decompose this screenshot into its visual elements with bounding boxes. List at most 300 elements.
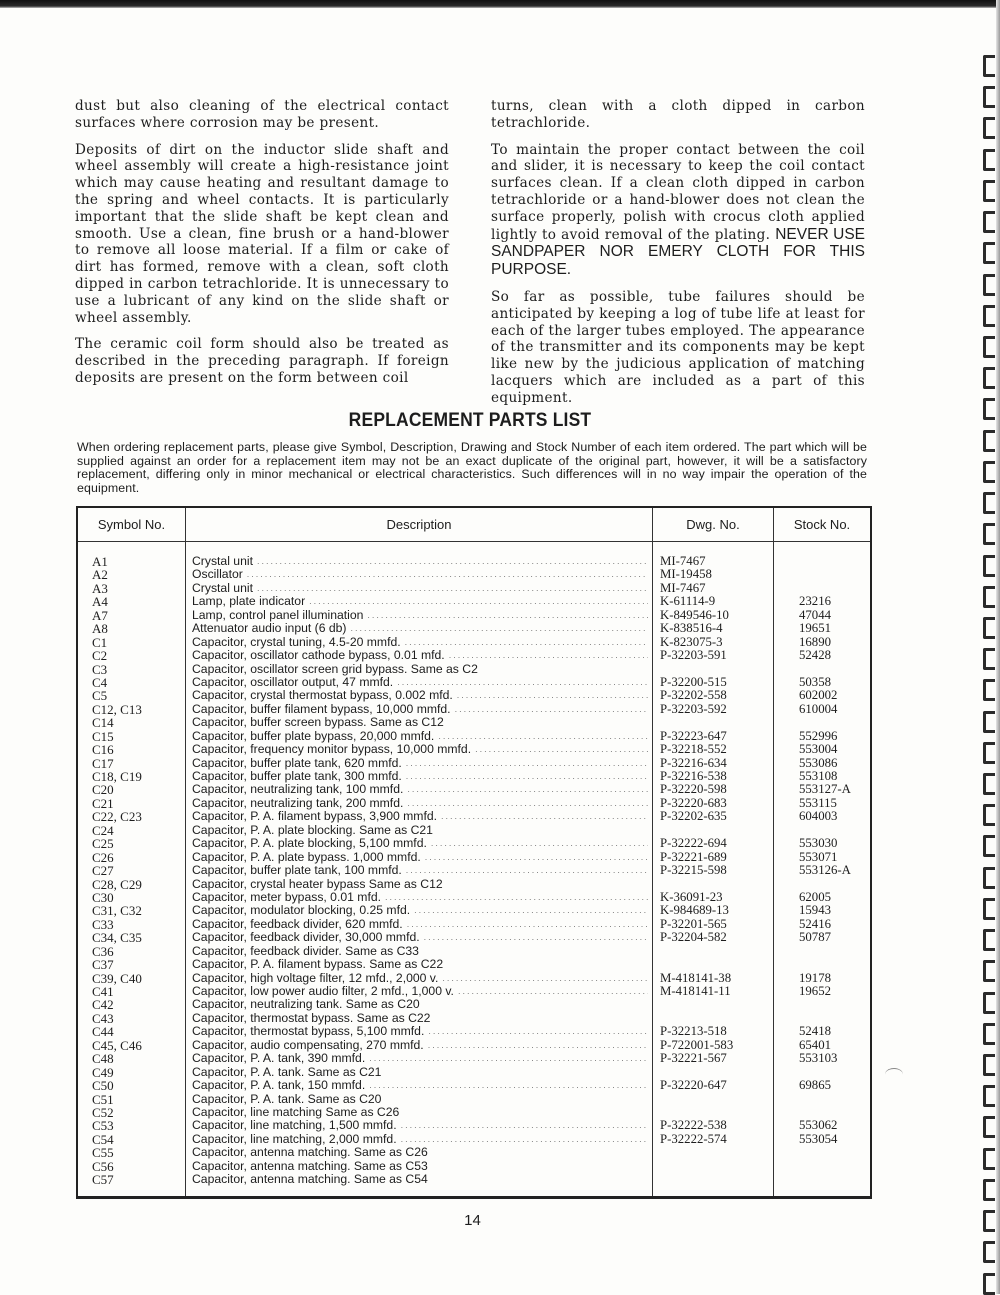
stock-cell (774, 958, 870, 971)
page-number: 14 (464, 1212, 481, 1229)
dwg-column (653, 508, 774, 1196)
symbol-cell: C37 (92, 958, 114, 972)
symbol-cell: C52 (92, 1105, 114, 1120)
stock-cell: 52428 (799, 649, 831, 663)
leader-dots (397, 1133, 648, 1146)
symbol-cell: C22, C23 (92, 810, 142, 824)
symbol-cell: C20 (92, 783, 114, 797)
binding-ring-icon (983, 992, 995, 1014)
description-cell (186, 609, 652, 622)
dwg-cell (653, 945, 773, 958)
description-text: Capacitor, P. A. plate bypass. 1,000 mmfd. (192, 850, 421, 864)
binding-ring-icon (983, 586, 995, 608)
description-text: Capacitor, P. A. plate blocking. Same as C21 (192, 823, 433, 837)
binding-ring-icon (983, 804, 995, 826)
description-header: Description (186, 508, 652, 542)
binding-ring-icon (983, 492, 995, 514)
description-text: Capacitor, P. A. tank, 150 mmfd. (192, 1079, 366, 1093)
paragraph-slide-shaft: Deposits of dirt on the inductor slide shaft and wheel assembly will create a high-resistance joint which may cause heating and resultant damage to the spring and wheel contacts. It is particularly important that the slide shaft be kept clean and smooth. Use a clean, fine brush or a hand-blower to remove all loose material. If a film or cake of dirt has formed, remove with a clean, soft cloth dipped in carbon tetrachloride. It is unnecessary to use a lubricant of any kind on the slide shaft or wheel assembly. (75, 141, 449, 326)
binding-ring-icon (983, 336, 995, 358)
symbol-cell: C54 (92, 1132, 114, 1147)
dwg-cell (653, 663, 773, 676)
leader-dots (437, 810, 648, 823)
description-cell (186, 1012, 652, 1025)
stock-cell: 50358 (799, 675, 831, 689)
dwg-cell (653, 716, 773, 729)
description-text: Capacitor, feedback divider, 620 mmfd. (192, 917, 403, 931)
description-text: Capacitor, low power audio filter, 2 mfd., 1,000 v. (192, 985, 454, 998)
description-text: Capacitor, neutralizing tank. Same as C20 (192, 998, 420, 1012)
symbol-cell: A3 (92, 581, 108, 596)
symbol-cell: C33 (92, 917, 114, 932)
symbol-cell: C16 (92, 743, 114, 757)
description-text: Oscillator (192, 568, 243, 582)
description-text: Capacitor, modulator blocking, 0.25 mfd. (192, 904, 411, 918)
description-cell (186, 649, 652, 662)
description-text: Capacitor, P. A. tank. Same as C21 (192, 1065, 382, 1079)
dwg-cell: K-36091-23 (660, 890, 723, 904)
leader-dots (420, 931, 648, 944)
dwg-cell (653, 958, 773, 971)
description-text: Attenuator audio input (6 db) (192, 622, 347, 636)
dwg-cell: P-32200-515 (660, 675, 727, 689)
stock-cell (774, 1012, 870, 1025)
stock-cell: 65401 (799, 1038, 831, 1052)
leader-dots (410, 904, 648, 917)
description-cell (186, 958, 652, 971)
binding-ring-icon (983, 461, 995, 483)
dwg-cell: P-32222-538 (660, 1119, 727, 1133)
dwg-cell (653, 878, 773, 891)
leader-dots (471, 743, 648, 756)
description-cell (186, 864, 652, 877)
replacement-parts-table (76, 506, 872, 1199)
binding-ring-icon (983, 398, 995, 420)
paragraph-coil-contact (491, 142, 865, 279)
description-cell (186, 1119, 652, 1132)
description-cell (186, 931, 652, 944)
binding-ring-icon (983, 1054, 995, 1076)
description-cell (186, 904, 652, 917)
description-cell (186, 1106, 652, 1119)
dwg-cell: P-32203-591 (660, 649, 727, 663)
description-cell (186, 998, 652, 1011)
symbol-cell: C3 (92, 662, 108, 676)
leader-dots (397, 1119, 648, 1132)
stock-cell: 19651 (799, 622, 831, 636)
stock-cell (774, 1146, 870, 1159)
symbol-cell: A8 (92, 622, 108, 636)
parts-list-title: REPLACEMENT PARTS LIST (348, 410, 592, 431)
leader-dots (438, 972, 648, 985)
symbol-cell: C36 (92, 944, 114, 959)
leader-dots (424, 1039, 648, 1052)
binding-ring-icon (983, 1179, 995, 1201)
dwg-cell: MI-19458 (660, 568, 712, 582)
dwg-cell: K-838516-4 (660, 622, 723, 636)
description-text: Capacitor, audio compensating, 270 mmfd. (192, 1038, 424, 1052)
symbol-cell: C42 (92, 998, 114, 1012)
binding-ring-icon (983, 742, 995, 764)
dwg-cell: P-32223-647 (660, 729, 727, 743)
leader-dots (363, 609, 648, 622)
dwg-cell (653, 1146, 773, 1159)
dwg-cell: K-984689-13 (660, 904, 729, 918)
stock-cell: 553086 (799, 756, 838, 770)
description-text: Capacitor, buffer screen bypass. Same as C12 (192, 716, 444, 730)
symbol-cell: C14 (92, 716, 114, 730)
description-text: Capacitor, buffer plate bypass, 20,000 mmfd. (192, 729, 435, 743)
stock-cell: 50787 (799, 931, 831, 945)
symbol-cell: C49 (92, 1065, 114, 1080)
leader-dots (434, 730, 648, 743)
symbol-cell: C39, C40 (92, 971, 142, 985)
leader-dots (454, 985, 648, 998)
dwg-cell: P-32215-598 (660, 864, 727, 878)
leader-dots (421, 851, 648, 864)
description-cell (186, 891, 652, 904)
binding-ring-icon (983, 898, 995, 920)
dwg-cell (653, 1106, 773, 1119)
stock-cell: 604003 (799, 810, 838, 824)
symbol-cells (78, 542, 185, 1187)
symbol-cell: C21 (92, 796, 114, 811)
stock-cell (774, 878, 870, 891)
leader-dots (427, 837, 648, 850)
binding-ring-icon (983, 1210, 995, 1232)
binding-ring-icon (983, 555, 995, 577)
dwg-cell (653, 824, 773, 837)
description-cell (186, 1025, 652, 1038)
description-text: Lamp, plate indicator (192, 595, 306, 609)
stock-cell (774, 1066, 870, 1079)
binding-ring-icon (983, 835, 995, 857)
description-text: Capacitor, feedback divider, 30,000 mmfd. (192, 931, 420, 945)
description-cell (186, 622, 652, 635)
symbol-cell: C34, C35 (92, 931, 142, 945)
binding-ring-icon (983, 211, 995, 233)
description-text: Capacitor, oscillator cathode bypass, 0.01 mfd. (192, 649, 445, 663)
stock-cell (774, 998, 870, 1011)
stock-cell: 553062 (799, 1119, 838, 1133)
description-text: Capacitor, line matching Same as C26 (192, 1105, 400, 1119)
symbol-cell: A1 (92, 555, 108, 569)
description-cell (186, 918, 652, 931)
description-cell (186, 783, 652, 796)
stock-cell: 602002 (799, 689, 838, 703)
symbol-cell: C12, C13 (92, 702, 142, 717)
description-text: Capacitor, line matching, 1,500 mmfd. (192, 1119, 397, 1133)
description-cell (186, 703, 652, 716)
dwg-cell: MI-7467 (660, 555, 706, 568)
symbol-cell: C18, C19 (92, 770, 142, 784)
symbol-column (78, 508, 186, 1196)
right-text-column (491, 98, 865, 417)
description-text: Capacitor, thermostat bypass. Same as C22 (192, 1011, 431, 1025)
description-cell (186, 555, 652, 568)
binding-ring-icon (983, 1148, 995, 1170)
binding-ring-icon (983, 430, 995, 452)
stock-cell: 19178 (799, 971, 831, 985)
stock-cell: 553127-A (799, 783, 851, 797)
stock-cell: 610004 (799, 702, 838, 716)
dwg-cell: K-823075-3 (660, 635, 723, 649)
stock-cell: 553071 (799, 850, 838, 864)
binding-ring-icon (983, 1273, 995, 1295)
binding-ring-icon (983, 180, 995, 202)
stock-cell: 553054 (799, 1132, 838, 1146)
dwg-cell (653, 1012, 773, 1025)
description-cell (186, 945, 652, 958)
stock-cell (774, 945, 870, 958)
description-cell (186, 568, 652, 581)
stock-cell: 553030 (799, 837, 838, 851)
description-text: Capacitor, antenna matching. Same as C26 (192, 1146, 428, 1160)
stock-cell (774, 1093, 870, 1106)
dwg-cell: M-418141-11 (660, 985, 731, 998)
stock-cell (774, 1106, 870, 1119)
symbol-cell: C26 (92, 850, 114, 865)
stock-cell: 16890 (799, 635, 831, 649)
symbol-cell: A2 (92, 568, 108, 582)
description-text: Capacitor, buffer plate tank, 620 mmfd. (192, 756, 402, 770)
binding-ring-icon (983, 305, 995, 327)
symbol-cell: C1 (92, 635, 108, 650)
dwg-cell: P-32221-567 (660, 1052, 727, 1066)
stock-cell (774, 663, 870, 676)
leader-dots (253, 582, 648, 595)
dwg-cell: P-32203-592 (660, 702, 727, 716)
dwg-cell: P-32213-518 (660, 1025, 727, 1039)
binding-ring-icon (983, 711, 995, 733)
stock-cell: 553126-A (799, 864, 851, 878)
stock-cell (774, 555, 870, 568)
stock-cell: 553103 (799, 1052, 838, 1066)
leader-dots (401, 636, 648, 649)
description-text: Capacitor, crystal tuning, 4.5-20 mmfd. (192, 635, 401, 649)
paragraph-coil-turns: turns, clean with a cloth dipped in carbon tetrachloride. (491, 98, 865, 131)
stock-cell (774, 568, 870, 581)
description-text: Capacitor, buffer plate tank, 100 mmfd. (192, 864, 402, 878)
leader-dots (253, 555, 648, 568)
leader-dots (346, 622, 648, 635)
description-cell (186, 1160, 652, 1173)
dwg-cell: MI-7467 (660, 581, 706, 595)
dwg-cell: P-32220-683 (660, 796, 727, 810)
description-cell (186, 636, 652, 649)
symbol-cell: C53 (92, 1119, 114, 1133)
description-text: Capacitor, buffer filament bypass, 10,000 mmfd. (192, 702, 451, 716)
description-cell (186, 689, 652, 702)
stock-cell (774, 1173, 870, 1186)
description-cell (186, 985, 652, 998)
dwg-cell: M-418141-38 (660, 971, 732, 985)
dwg-cell: P-722001-583 (660, 1038, 734, 1052)
binding-ring-icon (983, 55, 995, 77)
description-text: Crystal unit (192, 581, 253, 595)
symbol-cell: C31, C32 (92, 904, 142, 918)
dwg-cell: P-32216-538 (660, 770, 727, 783)
leader-dots (393, 676, 648, 689)
scan-top-edge (0, 0, 1000, 8)
stock-cell (774, 582, 870, 595)
stock-header: Stock No. (774, 508, 870, 542)
description-cell (186, 730, 652, 743)
stock-cell (774, 824, 870, 837)
symbol-cell: C48 (92, 1052, 114, 1066)
leader-dots (403, 783, 648, 796)
description-cells (186, 542, 652, 1187)
coil-contact-text: To maintain the proper contact between the coil and slider, it is necessary to keep the coil contact surfaces clean. If a clean cloth dipped in carbon tetrachloride or a hand-blower does not clean the surface properly, polish with crocus cloth applied lightly to avoid removal of the plating. (491, 141, 865, 243)
binding-ring-icon (983, 149, 995, 171)
description-cell (186, 810, 652, 823)
description-text: Capacitor, P. A. tank, 390 mmfd. (192, 1052, 366, 1066)
symbol-cell: C24 (92, 823, 114, 838)
stock-cell: 62005 (799, 890, 831, 904)
description-text: Capacitor, line matching, 2,000 mmfd. (192, 1132, 397, 1146)
binding-ring-icon (983, 117, 995, 139)
sandpaper-warning: NEVER USE SANDPAPER NOR EMERY CLOTH FOR THIS PURPOSE. (491, 225, 866, 279)
leader-dots (365, 1079, 648, 1092)
description-text: Capacitor, high voltage filter, 12 mfd., 2,000 v. (192, 971, 439, 985)
dwg-cell (653, 1093, 773, 1106)
binding-ring-icon (983, 523, 995, 545)
stock-cell: 47044 (799, 608, 831, 622)
leader-dots (381, 891, 648, 904)
symbol-cell: C55 (92, 1146, 114, 1160)
binding-ring-icon (983, 1023, 995, 1045)
binding-ring-icon (983, 242, 995, 264)
description-column (186, 508, 653, 1196)
symbol-cell: C2 (92, 649, 108, 663)
description-text: Capacitor, P. A. plate blocking, 5,100 mmfd. (192, 837, 427, 851)
dwg-cell: P-32216-634 (660, 756, 727, 770)
symbol-cell: C50 (92, 1079, 114, 1093)
dwg-cell: P-32221-689 (660, 850, 727, 864)
stock-cell: 553115 (799, 796, 837, 810)
paragraph-tube-failures: So far as possible, tube failures should be anticipated by keeping a log of tube life at least for each of the larger tubes employed. The appearance of the transmitter and its components may be kept like new by the judicious application of matching lacquers which are included as a part of this equipment. (491, 288, 865, 406)
binding-ring-icon (983, 86, 995, 108)
binding-ring-icon (983, 1241, 995, 1263)
description-text: Capacitor, crystal heater bypass Same as C12 (192, 877, 443, 891)
binding-ring-icon (983, 367, 995, 389)
description-cell (186, 1039, 652, 1052)
dwg-cell (653, 1160, 773, 1173)
binding-ring-icon (983, 679, 995, 701)
description-text: Capacitor, oscillator screen grid bypass. Same as C2 (192, 662, 478, 676)
dwg-cells (653, 542, 773, 1187)
description-cell (186, 1133, 652, 1146)
binding-ring-icon (983, 929, 995, 951)
description-cell (186, 676, 652, 689)
leader-dots (365, 1052, 648, 1065)
binding-ring-icon (983, 1116, 995, 1138)
stock-cells (774, 542, 870, 1187)
dwg-cell: P-32202-635 (660, 810, 727, 824)
stock-cell: 52416 (799, 917, 831, 931)
description-text: Capacitor, meter bypass, 0.01 mfd. (192, 890, 381, 904)
description-text: Capacitor, buffer plate tank, 300 mmfd. (192, 770, 402, 783)
left-text-column (75, 98, 449, 417)
stock-cell: 69865 (799, 1079, 831, 1093)
symbol-cell: C51 (92, 1092, 114, 1106)
description-cell (186, 1066, 652, 1079)
description-text: Capacitor, neutralizing tank, 100 mmfd. (192, 783, 404, 797)
leader-dots (451, 703, 648, 716)
symbol-cell: C28, C29 (92, 877, 142, 891)
spiral-binding (980, 55, 998, 1295)
binding-ring-icon (983, 617, 995, 639)
dwg-cell: P-32201-565 (660, 917, 727, 931)
binding-ring-icon (983, 648, 995, 670)
description-cell (186, 972, 652, 985)
description-text: Capacitor, P. A. filament bypass. Same as C22 (192, 958, 444, 972)
description-cell (186, 757, 652, 770)
symbol-cell: C45, C46 (92, 1038, 142, 1053)
stock-cell (774, 716, 870, 729)
symbol-cell: C27 (92, 864, 114, 878)
symbol-cell: C5 (92, 689, 108, 703)
symbol-cell: C17 (92, 756, 114, 770)
dwg-cell: P-32222-694 (660, 837, 727, 851)
symbol-cell: C44 (92, 1025, 114, 1039)
binding-ring-icon (983, 960, 995, 982)
description-cell (186, 770, 652, 783)
description-text: Capacitor, antenna matching. Same as C53 (192, 1159, 428, 1173)
leader-dots (445, 649, 648, 662)
dwg-cell: P-32220-598 (660, 783, 727, 797)
stock-cell: 23216 (799, 595, 831, 609)
symbol-cell: C57 (92, 1173, 114, 1187)
description-cell (186, 878, 652, 891)
symbol-header: Symbol No. (78, 508, 185, 542)
leader-dots (402, 864, 648, 877)
description-cell (186, 824, 652, 837)
symbol-cell: C56 (92, 1159, 114, 1174)
symbol-cell: C43 (92, 1011, 114, 1026)
description-text: Capacitor, crystal thermostat bypass, 0.002 mfd. (192, 689, 453, 703)
description-cell (186, 663, 652, 676)
body-text-columns (75, 98, 865, 417)
parts-list-intro: When ordering replacement parts, please give Symbol, Description, Drawing and Stock Number of each item ordered. The part which will be supplied against an order for a replacement item may not be an exact duplicate of the original part, however, it will be a satisfactory replacement, differing only in minor mechanical or electrical characteristics. Such differences will in no way impair the operation of the equipment. (77, 440, 867, 495)
leader-dots (403, 797, 648, 810)
description-text: Lamp, control panel illumination (192, 608, 364, 622)
leader-dots (305, 595, 648, 608)
description-cell (186, 797, 652, 810)
stock-cell: 553108 (799, 770, 838, 783)
description-text: Capacitor, antenna matching. Same as C54 (192, 1173, 428, 1187)
leader-dots (403, 918, 648, 931)
description-cell (186, 1079, 652, 1092)
leader-dots (402, 770, 648, 783)
binding-ring-icon (983, 773, 995, 795)
symbol-cell: C25 (92, 837, 114, 851)
description-cell (186, 1093, 652, 1106)
stock-cell (774, 1160, 870, 1173)
stock-cell: 15943 (799, 904, 831, 918)
description-cell (186, 1052, 652, 1065)
binding-ring-icon (983, 1085, 995, 1107)
stock-cell: 552996 (799, 729, 838, 743)
description-text: Capacitor, frequency monitor bypass, 10,000 mmfd. (192, 743, 472, 757)
dwg-cell (653, 1066, 773, 1079)
dwg-cell: P-32220-647 (660, 1079, 727, 1093)
description-text: Capacitor, P. A. filament bypass, 3,900 mmfd. (192, 810, 438, 824)
symbol-cell: C15 (92, 729, 114, 744)
description-cell (186, 851, 652, 864)
description-cell (186, 837, 652, 850)
symbol-cell: C4 (92, 675, 108, 690)
